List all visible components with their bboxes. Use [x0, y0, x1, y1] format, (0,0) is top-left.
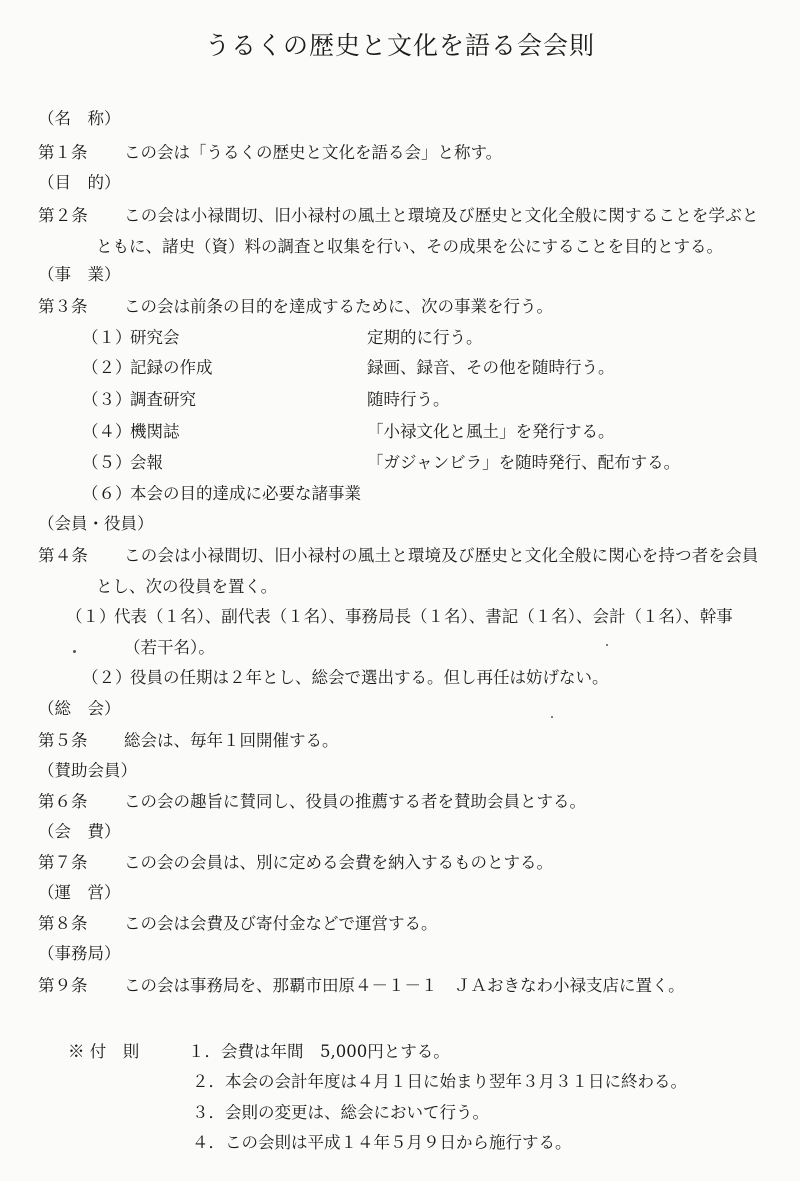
section-heading-general-meeting: （総 会）: [38, 699, 121, 718]
scan-speck: [551, 716, 553, 718]
officer-item: （１）代表（１名）、副代表（１名）、事務局長（１名）、書記（１名）、会計（１名）、幹事: [66, 607, 733, 626]
article-1-text: この会は「うるくの歴史と文化を語る会」と称す。: [124, 143, 503, 162]
article-2-continuation: ともに、諸史（資）料の調査と収集を行い、その成果を公にすることを目的とする。: [96, 237, 723, 256]
officer-item-continuation: （若干名）。: [124, 638, 215, 657]
project-item: （５）会報 「ガジャンビラ」を随時発行、配布する。: [82, 453, 681, 472]
article-3-label: 第３条: [38, 297, 88, 316]
article-1-label: 第１条: [38, 143, 88, 162]
article-1: [38, 142, 502, 164]
article-8: [38, 913, 438, 935]
section-heading-fees: （会 費）: [38, 822, 121, 841]
project-item: （２）記録の作成 録画、録音、その他を随時行う。: [82, 358, 615, 377]
article-6-label: 第６条: [38, 792, 88, 811]
article-4-text: この会は小禄間切、旧小禄村の風土と環境及び歴史と文化全般に関心を持つ者を会員: [124, 546, 759, 565]
article-6-text: この会の趣旨に賛同し、役員の推薦する者を賛助会員とする。: [124, 792, 586, 811]
project-item: （１）研究会 定期的に行う。: [82, 328, 483, 347]
article-7: [38, 852, 553, 874]
article-5: [38, 730, 339, 752]
supplementary-provision: ２．本会の会計年度は４月１日に始まり翌年３月３１日に終わる。: [192, 1072, 687, 1091]
section-heading-operation: （運 営）: [38, 883, 121, 902]
section-heading-secretariat: （事務局）: [38, 944, 121, 963]
section-heading-projects: （事 業）: [38, 265, 121, 284]
article-2-text: この会は小禄間切、旧小禄村の風土と環境及び歴史と文化全般に関することを学ぶと: [124, 206, 759, 225]
section-heading-members: （会員・役員）: [38, 514, 154, 533]
article-4-label: 第４条: [38, 546, 89, 565]
document-title: うるくの歴史と文化を語る会会則: [204, 31, 595, 60]
article-8-text: この会は会費及び寄付金などで運営する。: [124, 914, 438, 933]
supplementary-provision: ※ 付 則 １．会費は年間 5,000円とする。: [68, 1042, 450, 1061]
article-9-text: この会は事務局を、那覇市田原４－１－１ ＪＡおきなわ小禄支店に置く。: [124, 976, 685, 995]
scan-speck: [606, 644, 608, 646]
article-2: [38, 205, 759, 227]
article-3-text: この会は前条の目的を達成するために、次の事業を行う。: [124, 297, 553, 316]
article-6: [38, 791, 586, 813]
article-2-label: 第２条: [38, 206, 89, 225]
article-7-text: この会の会員は、別に定める会費を納入するものとする。: [124, 853, 553, 872]
supplementary-provision: ４．この会則は平成１４年５月９日から施行する。: [192, 1133, 572, 1152]
supplementary-mark: ※ 付 則: [68, 1042, 140, 1061]
project-item: （４）機関誌 「小禄文化と風土」を発行する。: [82, 422, 615, 441]
article-8-label: 第８条: [38, 914, 88, 933]
section-heading-name: （名 称）: [38, 109, 121, 128]
section-heading-supporting-members: （賛助会員）: [38, 761, 137, 780]
article-4-continuation: とし、次の役員を置く。: [96, 577, 278, 596]
supplementary-provision: ３．会則の変更は、総会において行う。: [192, 1103, 489, 1122]
officer-item: （２）役員の任期は２年とし、総会で選出する。但し再任は妨げない。: [82, 668, 609, 687]
project-item: （３）調査研究 随時行う。: [82, 390, 450, 409]
article-5-text: 総会は、毎年１回開催する。: [124, 731, 339, 750]
article-3: [38, 296, 553, 318]
article-7-label: 第７条: [38, 853, 88, 872]
project-item: （６）本会の目的達成に必要な諸事業: [82, 484, 361, 503]
article-5-label: 第５条: [38, 731, 88, 750]
article-9: [38, 975, 685, 997]
section-heading-purpose: （目 的）: [38, 173, 121, 192]
article-9-label: 第９条: [38, 976, 88, 995]
article-4: [38, 545, 759, 567]
scan-speck: [73, 650, 76, 653]
